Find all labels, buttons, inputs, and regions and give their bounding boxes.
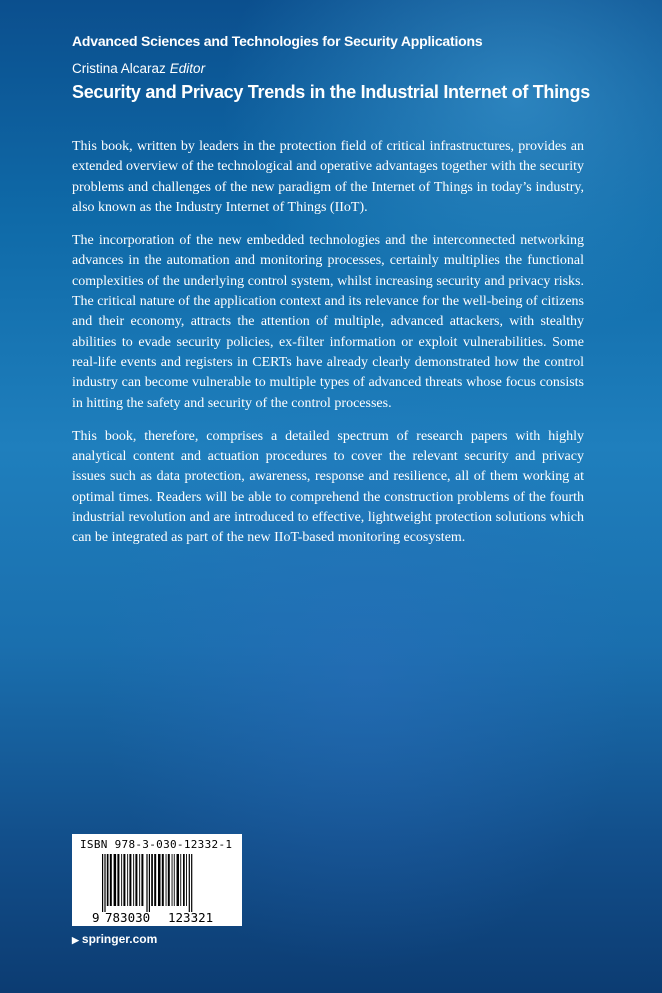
isbn-label: ISBN 978-3-030-12332-1 — [80, 838, 233, 851]
barcode-bar — [151, 854, 153, 906]
book-title: Security and Privacy Trends in the Industrial Internet of Things — [72, 82, 590, 102]
barcode-bar — [180, 854, 181, 906]
publisher-site: springer.com — [81, 932, 158, 946]
barcode-bar — [104, 854, 105, 912]
barcode-bar — [177, 854, 180, 906]
barcode-bar — [102, 854, 103, 912]
editor-line — [72, 61, 205, 76]
barcode-bar — [168, 854, 170, 906]
barcode-bar — [191, 854, 192, 912]
ean-first-digit: 9 — [92, 910, 100, 925]
barcode-bar — [154, 854, 156, 906]
barcode-bar — [117, 854, 119, 906]
barcode-bars — [72, 854, 242, 914]
barcode-bar — [158, 854, 161, 906]
ean-left-group: 783030 — [105, 910, 151, 925]
series-title: Advanced Sciences and Technologies for Security Applications — [72, 33, 483, 49]
blurb — [72, 137, 584, 562]
barcode-bar — [107, 854, 109, 906]
editor-role: Editor — [169, 61, 206, 76]
barcode-bar — [172, 854, 173, 906]
barcode-bar — [146, 854, 147, 912]
barcode-bar — [133, 854, 134, 906]
barcode-bar — [174, 854, 175, 906]
blurb-paragraph: This book, therefore, comprises a detailed spectrum of research papers with highly analytical content and actuation procedures to cover the relevant security and privacy issues such as data protection, awareness, response and resilience, all of them working at optimal times. Readers will be able to comprehend the construction problems of the fourth industrial revolution and are introduced to effective, lightweight protection solutions which can be integrated as part of the new IIoT-based monitoring ecosystem. — [72, 428, 584, 546]
barcode-bar — [110, 854, 112, 906]
editor-name: Cristina Alcaraz — [72, 61, 166, 76]
barcode-bar — [166, 854, 167, 906]
barcode-bar — [135, 854, 137, 906]
publisher-link[interactable] — [72, 932, 157, 946]
barcode-bar — [183, 854, 185, 906]
barcode-bar — [114, 854, 117, 906]
barcode-box — [72, 834, 242, 926]
barcode-bar — [139, 854, 140, 906]
blurb-paragraph: The incorporation of the new embedded technologies and the interconnected networking advances in the automation and monitoring processes, certainly multiplies the functional complexities of the underlying control system, whilst increasing security and privacy risks. The critical nature of the application context and its relevance for the well-being of citizens and their economy, attracts the attention of multiple, advanced attackers, with stealthy abilities to evade security policies, ex-filter information or exploit vulnerabilities. Some real-life events and registers in CERTs have already clearly demonstrated how the control industry can become vulnerable to multiple types of advanced threats whose focus consists in hitting the safety and security of the control processes. — [72, 233, 584, 411]
barcode-bar — [129, 854, 131, 906]
blurb-paragraph: This book, written by leaders in the protection field of critical infrastructures, provides an extended overview of the technological and operative advantages together with the security problems and challenges of the new paradigm of the Internet of Things in today’s industry, also known as the Industry Internet of Things (IIoT). — [72, 139, 584, 215]
barcode-bar — [141, 854, 143, 906]
barcode-bar — [189, 854, 190, 912]
barcode-bar — [127, 854, 128, 906]
barcode-bar — [186, 854, 187, 906]
barcode-bar — [123, 854, 125, 906]
ean-right-group: 123321 — [168, 910, 214, 925]
arrow-icon: ▶ — [72, 935, 79, 945]
barcode-bar — [121, 854, 122, 906]
barcode-bar — [149, 854, 150, 912]
barcode-bar — [162, 854, 164, 906]
